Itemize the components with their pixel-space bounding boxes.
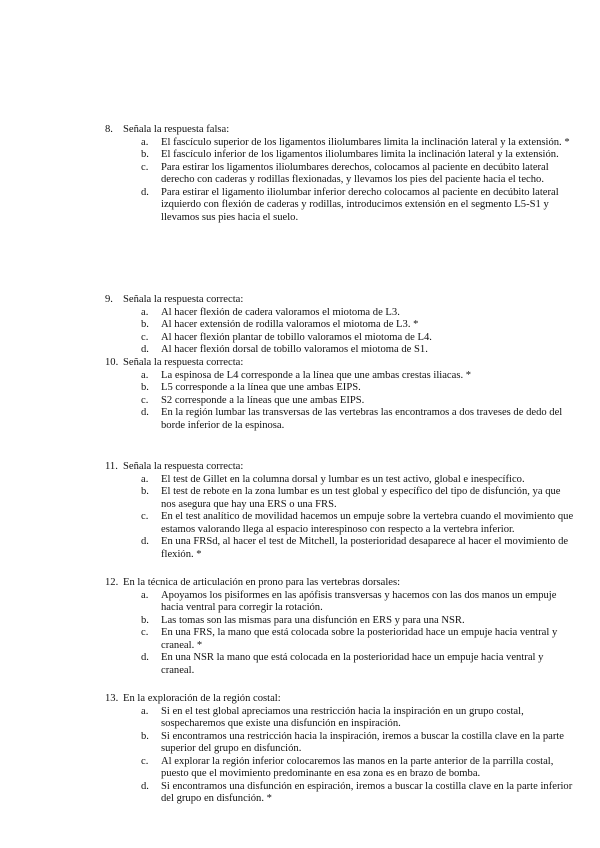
question-text: En la exploración de la región costal:	[123, 693, 281, 704]
answer-option	[141, 319, 575, 332]
answer-option	[141, 756, 575, 781]
answer-option	[141, 706, 575, 731]
option-letter: d.	[141, 186, 149, 198]
option-text: Al hacer flexión plantar de tobillo valoramos el miotoma de L4.	[161, 331, 432, 343]
option-letter: b.	[141, 149, 149, 160]
option-text: Al hacer flexión dorsal de tobillo valoramos el miotoma de S1.	[161, 344, 428, 355]
question-number: 9.	[105, 294, 113, 305]
option-text: En una FRSd, al hacer el test de Mitchell, la posterioridad desaparece al hacer el movimiento de flexión. *	[161, 536, 569, 560]
option-letter: d.	[141, 652, 149, 663]
option-text: En una NSR la mano que está colocada en la posterioridad hace un empuje hacia ventral y craneal.	[161, 652, 544, 676]
question-10	[105, 357, 575, 432]
answer-option	[141, 382, 575, 395]
question-text: Señala la respuesta correcta:	[123, 461, 244, 472]
answer-option	[141, 344, 575, 357]
option-letter: c.	[141, 331, 149, 343]
option-letter: c.	[141, 511, 149, 522]
option-letter: d.	[141, 536, 149, 547]
option-letter: d.	[141, 344, 149, 355]
option-letter: a.	[141, 473, 149, 485]
question-13	[105, 693, 575, 806]
option-text: Al hacer flexión de cadera valoramos el miotoma de L3.	[161, 306, 400, 318]
option-text: Para estirar los ligamentos iliolumbares derechos, colocamos al paciente en decúbito lateral derecho con caderas y rodillas flexionadas, y llevamos los pies del paciente hacia el techo.	[161, 161, 549, 185]
answer-option	[141, 615, 575, 628]
option-letter: c.	[141, 627, 149, 638]
option-text: El fascículo inferior de los ligamentos iliolumbares limita la inclinación lateral y la extensión.	[161, 149, 559, 160]
option-letter: a.	[141, 705, 149, 717]
option-text: El fascículo superior de los ligamentos iliolumbares limita la inclinación lateral y la extensión. *	[161, 136, 570, 148]
option-letter: b.	[141, 382, 149, 393]
option-letter: d.	[141, 780, 149, 792]
question-text: Señala la respuesta correcta:	[123, 294, 244, 305]
question-number: 12.	[105, 577, 119, 588]
option-text: L5 corresponde a la línea que une ambas EIPS.	[161, 382, 361, 393]
option-letter: d.	[141, 407, 149, 418]
question-number: 13.	[105, 693, 119, 704]
answer-option	[141, 627, 575, 652]
option-text: Para estirar el ligamento iliolumbar inferior derecho colocamos al paciente en decúbito lateral izquierdo con flexión de caderas y rodillas, introducimos extensión en el segmento L5-S1 y llevamos sus pies hacia el suelo.	[161, 186, 559, 223]
answer-option	[141, 407, 575, 432]
option-text: S2 corresponde a la líneas que une ambas EIPS.	[161, 394, 365, 406]
question-text: Señala la respuesta falsa:	[123, 124, 230, 135]
option-text: Si en el test global apreciamos una restricción hacia la inspiración en un grupo costal, sospecharemos que existe una disfunción en inspiración.	[161, 705, 524, 729]
option-letter: b.	[141, 614, 149, 626]
option-text: Las tomas son las mismas para una disfunción en ERS y para una NSR.	[161, 614, 465, 626]
answer-option	[141, 137, 575, 150]
option-letter: a.	[141, 369, 149, 381]
option-letter: b.	[141, 730, 149, 742]
option-text: En la región lumbar las transversas de las vertebras las encontramos a dos traveses de dedo del borde inferior de la espinosa.	[161, 407, 563, 431]
answer-option	[141, 486, 575, 511]
answer-option	[141, 162, 575, 187]
option-text: Al explorar la región inferior colocaremos las manos en la parte anterior de la parrilla costal, puesto que el movimiento predominante en esa zona es en brazo de bomba.	[161, 755, 554, 779]
answer-option	[141, 187, 575, 225]
option-letter: a.	[141, 306, 149, 318]
option-letter: c.	[141, 161, 149, 173]
answer-option	[141, 536, 575, 561]
answer-option	[141, 395, 575, 408]
question-number: 10.	[105, 357, 119, 368]
answer-option	[141, 511, 575, 536]
option-text: En el test analítico de movilidad hacemos un empuje sobre la vertebra cuando el movimiento que estamos valorando llega al espacio interespinoso con respecto a la vertebra inferior.	[161, 511, 574, 535]
option-text: El test de Gillet en la columna dorsal y lumbar es un test activo, global e inespecífico.	[161, 473, 525, 485]
question-12	[105, 577, 575, 677]
option-letter: a.	[141, 136, 149, 148]
answer-option	[141, 652, 575, 677]
question-text: Señala la respuesta correcta:	[123, 357, 244, 368]
answer-option	[141, 731, 575, 756]
question-9	[105, 294, 575, 357]
option-text: Apoyamos los pisiformes en las apófisis transversas y hacemos con las dos manos un empuje hacia ventral para corregir la rotación.	[161, 589, 557, 613]
question-number: 11.	[105, 461, 118, 472]
option-text: Si encontramos una restricción hacia la inspiración, iremos a buscar la costilla clave en la parte superior del grupo en disfunción.	[161, 730, 564, 754]
option-letter: b.	[141, 319, 149, 330]
answer-option	[141, 149, 575, 162]
option-letter: c.	[141, 394, 149, 406]
answer-option	[141, 590, 575, 615]
option-text: La espinosa de L4 corresponde a la línea que une ambas crestas iliacas. *	[161, 369, 472, 381]
option-letter: b.	[141, 486, 149, 497]
option-letter: a.	[141, 589, 149, 601]
answer-option	[141, 332, 575, 345]
answer-option	[141, 474, 575, 487]
option-text: El test de rebote en la zona lumbar es un test global y específico del tipo de disfunción, ya que nos asegura que hay una ERS o una FRS.	[161, 486, 561, 510]
question-11	[105, 461, 575, 561]
question-number: 8.	[105, 124, 113, 135]
option-text: Al hacer extensión de rodilla valoramos el miotoma de L3. *	[161, 319, 419, 330]
option-letter: c.	[141, 755, 149, 767]
answer-option	[141, 781, 575, 806]
answer-option	[141, 370, 575, 383]
question-text: En la técnica de articulación en prono para las vertebras dorsales:	[123, 577, 401, 588]
option-text: En una FRS, la mano que está colocada sobre la posterioridad hace un empuje hacia ventral y craneal. *	[161, 627, 558, 651]
question-8	[105, 124, 575, 224]
option-text: Si encontramos una disfunción en espiración, iremos a buscar la costilla clave en la parte inferior del grupo en disfunción. *	[161, 780, 573, 804]
answer-option	[141, 307, 575, 320]
